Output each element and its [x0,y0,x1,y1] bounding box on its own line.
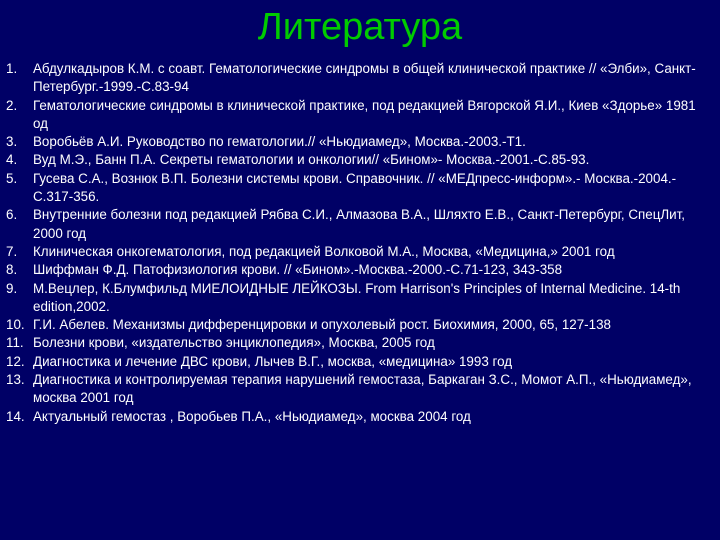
reference-item [6,408,710,426]
reference-item [6,280,710,317]
reference-item [6,243,710,261]
reference-item [6,316,710,334]
reference-item [6,170,710,207]
reference-number: 8. [6,262,18,278]
reference-text: Шиффман Ф.Д. Патофизиология крови. // «Бином».-Москва.-2000.-С.71-123, 343-358 [33,262,563,278]
reference-text: Абдулкадыров К.М. с соавт. Гематологические синдромы в общей клинической практике // «Элби», Санкт-Петербург.-1999.-С.83-94 [33,61,696,95]
reference-item [6,371,710,408]
reference-text: Диагностика и лечение ДВС крови, Лычев В.Г., москва, «медицина» 1993 год [33,353,513,369]
reference-text: Актуальный гемостаз , Воробьев П.А., «Ньюдиамед», москва 2004 год [33,408,471,424]
reference-number: 13. [6,372,25,388]
reference-item [6,261,710,279]
reference-text: М.Вецлер, К.Блумфильд МИЕЛОИДНЫЕ ЛЕЙКОЗЫ. From Harrison's Principles of Internal Medicine. 14-th edition,2002. [33,280,681,314]
reference-text: Внутренние болезни под редакцией Рябва С.И., Алмазова В.А., Шляхто Е.В., Санкт-Петербург, СпецЛит, 2000 год [33,207,686,241]
reference-number: 10. [6,317,25,333]
reference-number: 14. [6,408,25,424]
reference-item [6,334,710,352]
reference-list [6,60,710,426]
reference-item [6,206,710,243]
reference-text: Диагностика и контролируемая терапия нарушений гемостаза, Баркаган З.С., Момот А.П., «Ньюдиамед», москва 2001 год [33,372,692,406]
reference-item [6,97,710,134]
reference-item [6,353,710,371]
reference-number: 7. [6,243,18,259]
reference-number: 3. [6,134,18,150]
reference-item [6,60,710,97]
reference-text: Болезни крови, «издательство энциклопедия», Москва, 2005 год [33,335,435,351]
reference-text: Гематологические синдромы в клинической практике, под редакцией Вягорской Я.И., Киев «Здорье» 1981 од [33,97,696,131]
reference-number: 12. [6,353,25,369]
reference-text: Воробьёв А.И. Руководство по гематологии.// «Ньюдиамед», Москва.-2003.-Т1. [33,134,526,150]
reference-item [6,151,710,169]
reference-text: Гусева С.А., Вознюк В.П. Болезни системы крови. Справочник. // «МЕДпресс-информ».- Москва.-2004.-С.317-356. [33,170,677,205]
reference-number: 9. [6,280,18,296]
reference-number: 4. [6,152,18,168]
reference-number: 2. [6,97,18,113]
reference-number: 5. [6,170,18,186]
reference-item [6,133,710,151]
reference-text: Г.И. Абелев. Механизмы дифференцировки и опухолевый рост. Биохимия, 2000, 65, 127-138 [33,317,611,333]
reference-text: Клиническая онкогематология, под редакцией Волковой М.А., Москва, «Медицина,» 2001 год [33,243,615,259]
reference-number: 6. [6,207,18,223]
reference-number: 11. [6,335,24,351]
reference-number: 1. [6,61,18,76]
slide-title: Литература [257,6,463,48]
reference-text: Вуд М.Э., Банн П.А. Секреты гематологии и онкологии// «Бином»- Москва.-2001.-С.85-93. [33,152,590,168]
